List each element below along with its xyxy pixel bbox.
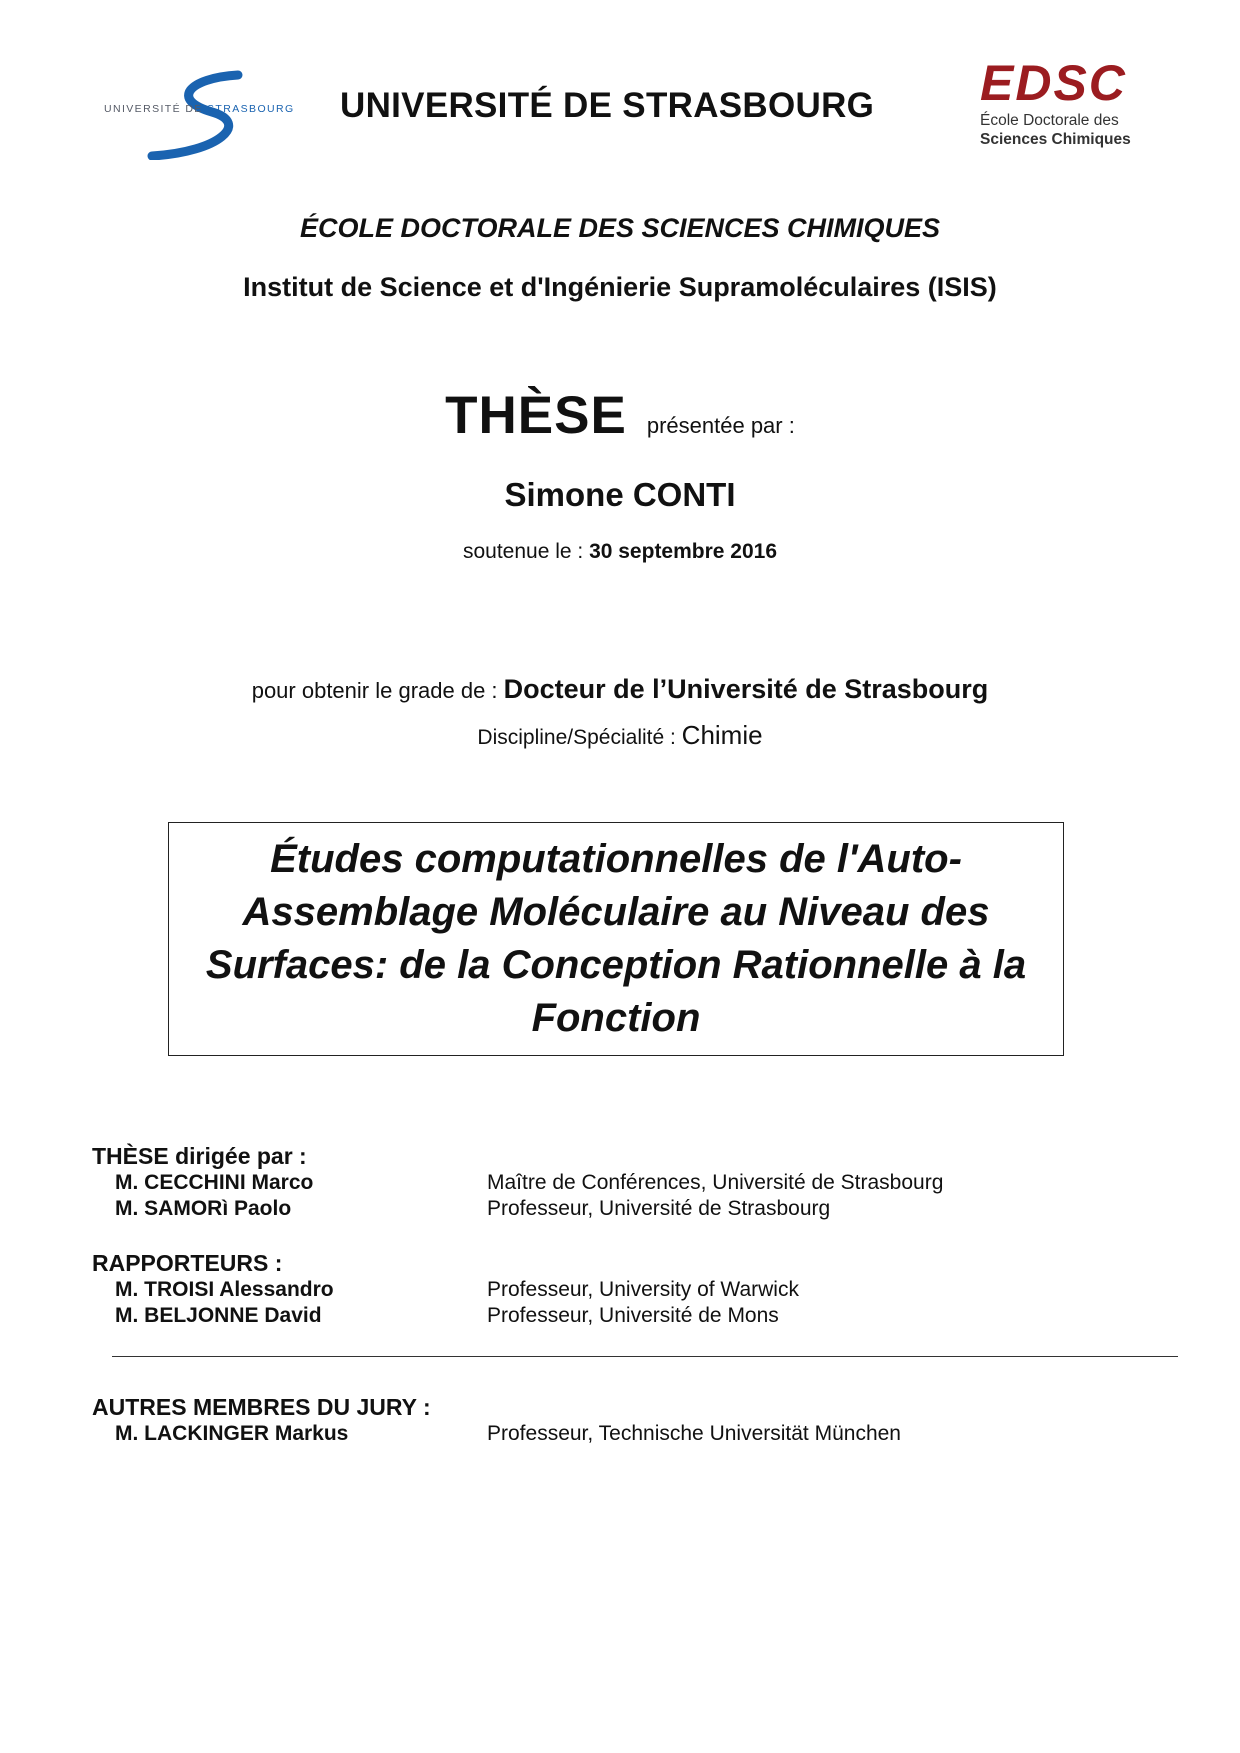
reviewers-section [92, 1249, 1192, 1329]
edsc-logo [980, 55, 1150, 155]
degree: Docteur de l’Université de Strasbourg [503, 674, 989, 704]
author-name: Simone CONTI [504, 476, 736, 513]
thesis-title-box [168, 822, 1064, 1056]
thesis-heading [0, 385, 1240, 446]
edsc-subtitle-2: Sciences Chimiques [980, 131, 1131, 148]
unistra-logo [100, 70, 300, 160]
presented-by-label: présentée par : [646, 413, 795, 438]
jury-member-role: Professeur, Technische Universität München [487, 1422, 901, 1445]
other-members-section [92, 1393, 1192, 1447]
unistra-swoosh-icon [100, 70, 300, 160]
discipline-label: Discipline/Spécialité : [477, 726, 682, 749]
jury-row [92, 1277, 1192, 1303]
doctoral-school: ÉCOLE DOCTORALE DES SCIENCES CHIMIQUES [299, 213, 941, 243]
discipline-line [0, 720, 1240, 751]
jury-row [92, 1303, 1192, 1329]
thesis-label: THÈSE [445, 386, 627, 445]
defense-date: 30 septembre 2016 [589, 540, 778, 563]
discipline: Chimie [681, 720, 763, 750]
jury-member-role: Professeur, Université de Mons [487, 1304, 779, 1327]
reviewers-heading: RAPPORTEURS : [92, 1250, 283, 1276]
jury-member-role: Professeur, Université de Strasbourg [487, 1197, 831, 1220]
jury-row [92, 1170, 1192, 1196]
jury-divider [112, 1356, 1178, 1357]
jury-member-name: M. TROISI Alessandro [115, 1278, 334, 1301]
jury-member-name: M. LACKINGER Markus [115, 1422, 349, 1445]
jury-member-name: M. SAMORì Paolo [115, 1197, 292, 1220]
defense-date-label: soutenue le : [462, 540, 590, 563]
edsc-subtitle-1: École Doctorale des [980, 112, 1119, 129]
jury-row [92, 1421, 1192, 1447]
unistra-logo-text: UNIVERSITÉ DE STRASBOURG [104, 103, 295, 115]
edsc-mark: EDSC [980, 55, 1127, 111]
directors-section [92, 1142, 1192, 1222]
degree-label: pour obtenir le grade de : [251, 678, 504, 703]
other-members-heading: AUTRES MEMBRES DU JURY : [92, 1394, 431, 1420]
thesis-title: Études computationnelles de l'Auto-Assemblage Moléculaire au Niveau des Surfaces: de la Conception Rationnelle à la Fonction [205, 837, 1027, 1040]
jury-member-name: M. CECCHINI Marco [115, 1171, 314, 1194]
university-name: UNIVERSITÉ DE STRASBOURG [340, 86, 875, 125]
jury-member-role: Maître de Conférences, Université de Strasbourg [487, 1171, 944, 1194]
jury-member-name: M. BELJONNE David [115, 1304, 322, 1327]
degree-line [0, 674, 1240, 705]
institute-name: Institut de Science et d'Ingénierie Supramoléculaires (ISIS) [243, 272, 997, 302]
jury-row [92, 1196, 1192, 1222]
directors-heading: THÈSE dirigée par : [92, 1143, 307, 1169]
jury-section [92, 1142, 1192, 1447]
jury-member-role: Professeur, University of Warwick [487, 1278, 799, 1301]
defense-date-line [0, 540, 1240, 564]
